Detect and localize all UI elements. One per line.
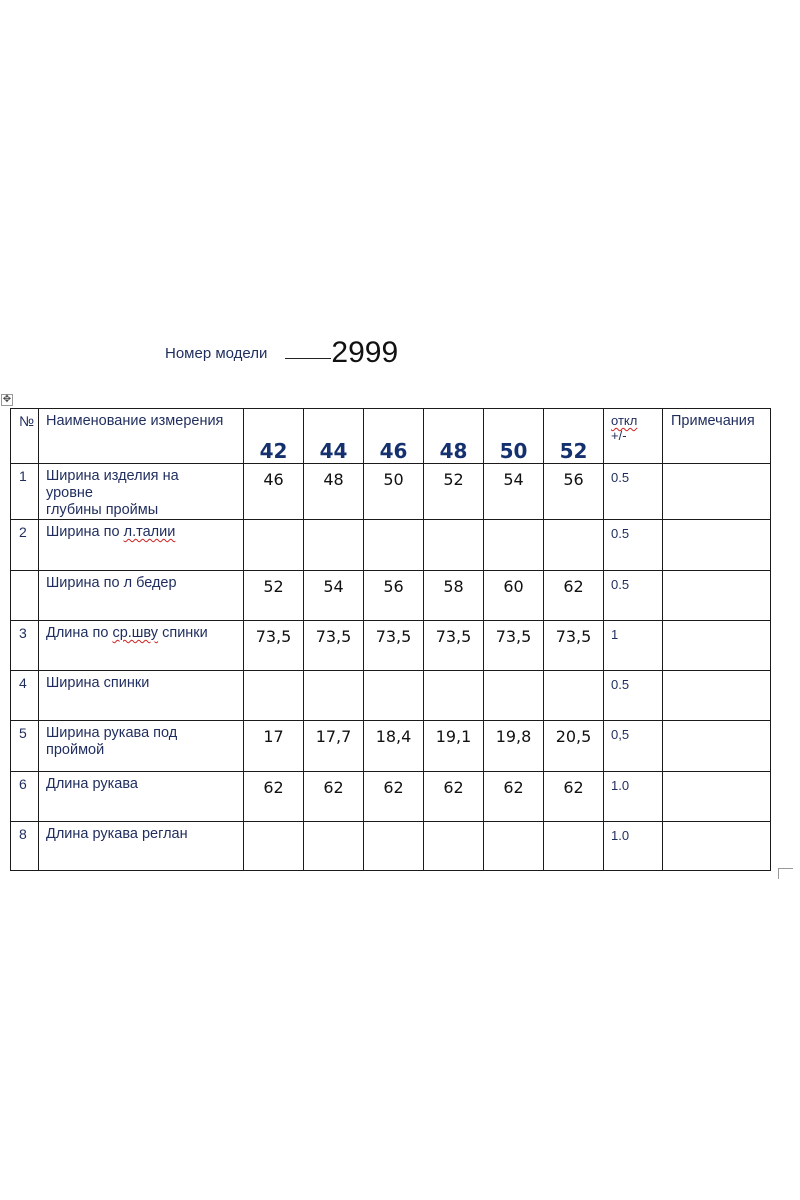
- table-row: Ширина по л бедер 52 54 56 58 60 62 0.5: [11, 571, 771, 621]
- header-cell-notes: Примечания: [663, 409, 771, 464]
- model-number-line: [165, 328, 398, 368]
- table-header-row: [11, 409, 771, 464]
- table-row: 8 Длина рукава реглан 1.0: [11, 822, 771, 871]
- header-cell-size: 52: [544, 409, 604, 464]
- table-move-handle-icon[interactable]: ✥: [2, 394, 12, 405]
- table-row: 2 Ширина по л.талии 0.5: [11, 520, 771, 571]
- header-cell-size: 42: [244, 409, 304, 464]
- header-cell-size: 44: [304, 409, 364, 464]
- table-end-marker: [778, 868, 793, 879]
- header-cell-size: 50: [484, 409, 544, 464]
- header-cell-size: 48: [424, 409, 484, 464]
- header-cell-name: Наименование измерения: [39, 409, 244, 464]
- table-row: 6 Длина рукава 62 62 62 62 62 62 1.0: [11, 772, 771, 822]
- table-row: 1 Ширина изделия на уровне глубины проймы 46 48 50 52 54 56 0.5: [11, 464, 771, 520]
- header-cell-size: 46: [364, 409, 424, 464]
- table-row: 5 Ширина рукава под проймой 17 17,7 18,4 19,1 19,8 20,5 0,5: [11, 721, 771, 772]
- measurement-table: [10, 408, 771, 871]
- model-label: Номер модели: [165, 345, 268, 362]
- header-cell-no: №: [11, 409, 39, 464]
- header-cell-tolerance: откл +/-: [604, 409, 663, 464]
- model-number: 2999: [331, 336, 399, 369]
- table-row: 3 Длина по ср.шву спинки 73,5 73,5 73,5 73,5 73,5 73,5 1: [11, 621, 771, 671]
- model-blank-line: [285, 358, 331, 359]
- table-row: 4 Ширина спинки 0.5: [11, 671, 771, 721]
